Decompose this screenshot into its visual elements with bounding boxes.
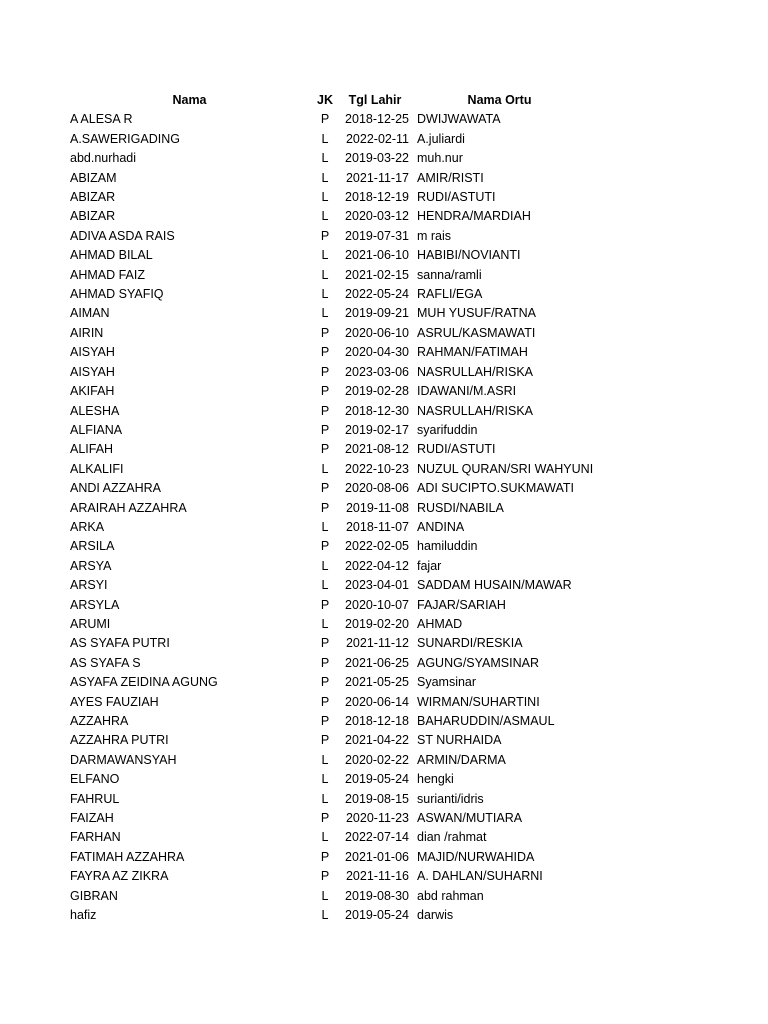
cell-jk: P: [320, 636, 330, 651]
cell-tgl-lahir: 2019-09-21: [345, 306, 409, 321]
cell-nama-ortu: muh.nur: [417, 151, 463, 166]
cell-tgl-lahir: 2021-05-25: [345, 675, 409, 690]
cell-nama: FAIZAH: [70, 811, 114, 826]
table-row: [66, 149, 586, 168]
cell-tgl-lahir: 2021-01-06: [345, 849, 409, 864]
table-row: [66, 460, 586, 479]
cell-nama-ortu: DWIJWAWATA: [417, 112, 501, 127]
table-row: [66, 343, 586, 362]
cell-tgl-lahir: 2018-12-25: [345, 112, 409, 127]
table-row: [66, 693, 586, 712]
table-row: [66, 402, 586, 421]
cell-nama-ortu: fajar: [417, 558, 442, 573]
cell-jk: P: [320, 869, 330, 884]
cell-nama: FAHRUL: [70, 791, 120, 806]
cell-nama-ortu: SUNARDI/RESKIA: [417, 636, 523, 651]
cell-nama: ALESHA: [70, 403, 120, 418]
cell-jk: L: [321, 131, 329, 146]
table-row: [66, 828, 586, 847]
cell-jk: P: [320, 655, 330, 670]
cell-jk: P: [320, 597, 330, 612]
table-row: [66, 751, 586, 770]
cell-jk: P: [320, 675, 330, 690]
cell-nama: AHMAD SYAFIQ: [70, 287, 164, 302]
cell-nama-ortu: dian /rahmat: [417, 830, 487, 845]
cell-nama-ortu: sanna/ramli: [417, 267, 482, 282]
cell-nama: ARSYI: [70, 578, 108, 593]
table-row: [66, 770, 586, 789]
cell-nama-ortu: ASWAN/MUTIARA: [417, 811, 523, 826]
cell-nama: AIRIN: [70, 325, 104, 340]
cell-tgl-lahir: 2021-11-17: [345, 170, 409, 185]
cell-nama-ortu: NUZUL QURAN/SRI WAHYUNI: [417, 461, 594, 476]
cell-nama: GIBRAN: [70, 888, 118, 903]
cell-jk: L: [321, 752, 329, 767]
cell-tgl-lahir: 2019-11-08: [345, 500, 409, 515]
cell-tgl-lahir: 2018-12-18: [345, 714, 409, 728]
cell-jk: L: [321, 287, 329, 302]
cell-jk: L: [321, 248, 329, 263]
table-row: [66, 421, 586, 440]
cell-nama: ARAIRAH AZZAHRA: [70, 500, 187, 515]
table-row: [66, 518, 586, 537]
cell-jk: P: [320, 364, 330, 379]
cell-nama: ABIZAM: [70, 170, 117, 185]
cell-nama: AS SYAFA S: [70, 655, 141, 670]
cell-jk: P: [320, 694, 330, 709]
cell-tgl-lahir: 2020-04-30: [345, 345, 409, 360]
cell-nama-ortu: RUDI/ASTUTI: [417, 190, 496, 205]
cell-nama-ortu: FAJAR/SARIAH: [417, 597, 506, 612]
table-row: [66, 479, 586, 498]
table-row: [66, 188, 586, 207]
cell-nama: ELFANO: [70, 772, 120, 787]
cell-jk: L: [321, 209, 329, 224]
cell-nama-ortu: ARMIN/DARMA: [417, 752, 506, 767]
cell-tgl-lahir: 2021-08-12: [345, 442, 409, 457]
cell-jk: P: [320, 500, 330, 515]
cell-tgl-lahir: 2021-02-15: [345, 267, 409, 282]
cell-jk: P: [320, 325, 330, 340]
cell-tgl-lahir: 2020-06-14: [345, 694, 409, 709]
table-row: [66, 615, 586, 634]
cell-tgl-lahir: 2018-11-07: [345, 519, 409, 534]
table-row: [66, 654, 586, 673]
header-row: [66, 91, 586, 110]
cell-tgl-lahir: 2022-02-05: [345, 539, 409, 554]
student-table: [66, 91, 594, 925]
cell-jk: P: [320, 403, 330, 418]
cell-nama: DARMAWANSYAH: [70, 752, 177, 767]
table-row: [66, 596, 586, 615]
table-row: [66, 285, 586, 304]
cell-tgl-lahir: 2019-02-20: [345, 616, 409, 631]
cell-tgl-lahir: 2022-10-23: [345, 461, 409, 476]
table-row: [66, 712, 586, 731]
table-body: [66, 110, 594, 925]
cell-nama-ortu: ST NURHAIDA: [417, 733, 502, 748]
cell-tgl-lahir: 2019-03-22: [345, 151, 409, 166]
table-row: [66, 557, 586, 576]
table-row: [66, 207, 586, 226]
cell-jk: P: [320, 384, 330, 399]
cell-tgl-lahir: 2020-08-06: [345, 481, 409, 496]
cell-jk: L: [321, 190, 329, 205]
cell-nama-ortu: m rais: [417, 228, 452, 243]
cell-jk: P: [320, 422, 330, 437]
cell-tgl-lahir: 2022-02-11: [345, 131, 409, 146]
cell-jk: L: [321, 888, 329, 903]
cell-nama-ortu: abd rahman: [417, 888, 484, 903]
cell-tgl-lahir: 2021-11-12: [345, 636, 409, 651]
cell-tgl-lahir: 2022-05-24: [345, 287, 409, 302]
cell-nama: FATIMAH AZZAHRA: [70, 849, 185, 864]
cell-nama: ARSYA: [70, 558, 112, 573]
cell-nama: ALKALIFI: [70, 461, 124, 476]
table-row: [66, 634, 586, 653]
cell-tgl-lahir: 2020-02-22: [345, 752, 409, 767]
cell-tgl-lahir: 2019-08-30: [345, 888, 409, 903]
cell-nama-ortu: syarifuddin: [417, 422, 478, 437]
cell-nama-ortu: Syamsinar: [417, 675, 477, 690]
cell-nama-ortu: AHMAD: [417, 616, 463, 631]
cell-nama-ortu: ANDINA: [417, 519, 465, 534]
table-row: [66, 169, 586, 188]
cell-tgl-lahir: 2021-06-25: [345, 655, 409, 670]
cell-nama-ortu: HABIBI/NOVIANTI: [417, 248, 521, 263]
table-row: [66, 499, 586, 518]
cell-nama: AS SYAFA PUTRI: [70, 636, 170, 651]
cell-nama-ortu: A. DAHLAN/SUHARNI: [417, 869, 543, 884]
cell-nama-ortu: ADI SUCIPTO.SUKMAWATI: [417, 481, 574, 496]
cell-nama: A ALESA R: [70, 112, 133, 127]
cell-jk: P: [320, 481, 330, 496]
table-row: [66, 906, 586, 925]
cell-tgl-lahir: 2019-05-24: [345, 772, 409, 787]
cell-nama: ARUMI: [70, 616, 111, 631]
cell-tgl-lahir: 2018-12-19: [345, 190, 409, 205]
cell-tgl-lahir: 2019-02-17: [345, 422, 409, 437]
cell-nama: ANDI AZZAHRA: [70, 481, 161, 496]
cell-tgl-lahir: 2020-06-10: [345, 325, 409, 340]
cell-jk: P: [320, 345, 330, 360]
cell-jk: L: [321, 772, 329, 787]
cell-jk: P: [320, 733, 330, 748]
cell-jk: L: [321, 578, 329, 593]
cell-tgl-lahir: 2022-07-14: [345, 830, 409, 845]
cell-nama: AISYAH: [70, 345, 115, 360]
cell-jk: P: [320, 714, 330, 728]
cell-tgl-lahir: 2023-03-06: [345, 364, 409, 379]
cell-nama-ortu: hamiluddin: [417, 539, 478, 554]
cell-jk: L: [321, 616, 329, 631]
cell-nama: A.SAWERIGADING: [70, 131, 180, 146]
cell-tgl-lahir: 2019-07-31: [345, 228, 409, 243]
cell-nama: ALFIANA: [70, 422, 123, 437]
cell-nama-ortu: WIRMAN/SUHARTINI: [417, 694, 540, 709]
cell-nama: ADIVA ASDA RAIS: [70, 228, 175, 243]
cell-nama: AIMAN: [70, 306, 110, 321]
cell-nama-ortu: A.juliardi: [417, 131, 465, 146]
cell-nama: hafiz: [70, 908, 97, 923]
table-row: [66, 537, 586, 556]
cell-nama-ortu: RUDI/ASTUTI: [417, 442, 496, 457]
cell-nama: ARSYLA: [70, 597, 120, 612]
cell-nama: AISYAH: [70, 364, 115, 379]
table-row: [66, 246, 586, 265]
column-header-nama: Nama: [172, 93, 207, 107]
cell-nama-ortu: HENDRA/MARDIAH: [417, 209, 531, 224]
cell-nama-ortu: SADDAM HUSAIN/MAWAR: [417, 578, 572, 593]
table-row: [66, 887, 586, 906]
table-row: [66, 867, 586, 886]
cell-tgl-lahir: 2020-10-07: [345, 597, 409, 612]
cell-nama: FARHAN: [70, 830, 121, 845]
table-row: [66, 576, 586, 595]
cell-tgl-lahir: 2020-11-23: [345, 811, 409, 826]
cell-nama-ortu: darwis: [417, 908, 454, 923]
cell-nama: abd.nurhadi: [70, 151, 137, 166]
cell-jk: P: [320, 811, 330, 826]
column-header-nama-ortu: Nama Ortu: [467, 93, 532, 107]
table-row: [66, 266, 586, 285]
cell-nama: AYES FAUZIAH: [70, 694, 159, 709]
column-header-jk: JK: [317, 93, 333, 107]
cell-nama-ortu: NASRULLAH/RISKA: [417, 364, 534, 379]
column-header-tgl-lahir: Tgl Lahir: [348, 93, 402, 107]
cell-nama-ortu: IDAWANI/M.ASRI: [417, 384, 517, 399]
cell-nama: ASYAFA ZEIDINA AGUNG: [70, 675, 218, 690]
cell-nama: ABIZAR: [70, 190, 116, 205]
table-row: [66, 324, 586, 343]
cell-tgl-lahir: 2019-08-15: [345, 791, 409, 806]
cell-nama-ortu: MUH YUSUF/RATNA: [417, 306, 536, 321]
cell-tgl-lahir: 2021-04-22: [345, 733, 409, 748]
cell-jk: L: [321, 151, 329, 166]
cell-nama: ARKA: [70, 519, 105, 534]
cell-jk: P: [320, 849, 330, 864]
cell-nama: AKIFAH: [70, 384, 115, 399]
cell-tgl-lahir: 2023-04-01: [345, 578, 409, 593]
cell-nama-ortu: RUSDI/NABILA: [417, 500, 504, 515]
cell-nama-ortu: hengki: [417, 772, 454, 787]
cell-nama-ortu: BAHARUDDIN/ASMAUL: [417, 714, 555, 728]
cell-tgl-lahir: 2020-03-12: [345, 209, 409, 224]
cell-tgl-lahir: 2021-11-16: [345, 869, 409, 884]
cell-tgl-lahir: 2019-05-24: [345, 908, 409, 923]
cell-jk: L: [321, 170, 329, 185]
cell-jk: L: [321, 267, 329, 282]
table-row: [66, 731, 586, 750]
cell-nama: AZZAHRA: [70, 714, 129, 728]
cell-nama: ARSILA: [70, 539, 115, 554]
cell-nama: ALIFAH: [70, 442, 114, 457]
cell-nama-ortu: MAJID/NURWAHIDA: [417, 849, 535, 864]
table-row: [66, 304, 586, 323]
cell-jk: L: [321, 306, 329, 321]
table-row: [66, 848, 586, 867]
cell-nama-ortu: surianti/idris: [417, 791, 484, 806]
cell-jk: P: [320, 228, 330, 243]
cell-nama-ortu: AMIR/RISTI: [417, 170, 484, 185]
cell-tgl-lahir: 2018-12-30: [345, 403, 409, 418]
cell-jk: P: [320, 112, 330, 127]
cell-tgl-lahir: 2019-02-28: [345, 384, 409, 399]
cell-nama: AZZAHRA PUTRI: [70, 733, 169, 748]
cell-jk: L: [321, 830, 329, 845]
table-row: [66, 110, 586, 129]
cell-jk: P: [320, 539, 330, 554]
table-row: [66, 790, 586, 809]
table-row: [66, 130, 586, 149]
cell-nama: AHMAD BILAL: [70, 248, 153, 263]
cell-jk: L: [321, 461, 329, 476]
cell-nama-ortu: NASRULLAH/RISKA: [417, 403, 534, 418]
cell-tgl-lahir: 2022-04-12: [345, 558, 409, 573]
table-row: [66, 440, 586, 459]
cell-tgl-lahir: 2021-06-10: [345, 248, 409, 263]
cell-nama-ortu: ASRUL/KASMAWATI: [417, 325, 536, 340]
cell-nama-ortu: AGUNG/SYAMSINAR: [417, 655, 540, 670]
table-row: [66, 382, 586, 401]
cell-jk: L: [321, 519, 329, 534]
cell-jk: L: [321, 558, 329, 573]
table-row: [66, 227, 586, 246]
table-row: [66, 809, 586, 828]
cell-jk: L: [321, 791, 329, 806]
cell-nama: FAYRA AZ ZIKRA: [70, 869, 169, 884]
cell-nama: ABIZAR: [70, 209, 116, 224]
table-row: [66, 363, 586, 382]
cell-jk: L: [321, 908, 329, 923]
cell-nama-ortu: RAFLI/EGA: [417, 287, 483, 302]
cell-nama: AHMAD FAIZ: [70, 267, 146, 282]
cell-jk: P: [320, 442, 330, 457]
table-row: [66, 673, 586, 692]
cell-nama-ortu: RAHMAN/FATIMAH: [417, 345, 528, 360]
